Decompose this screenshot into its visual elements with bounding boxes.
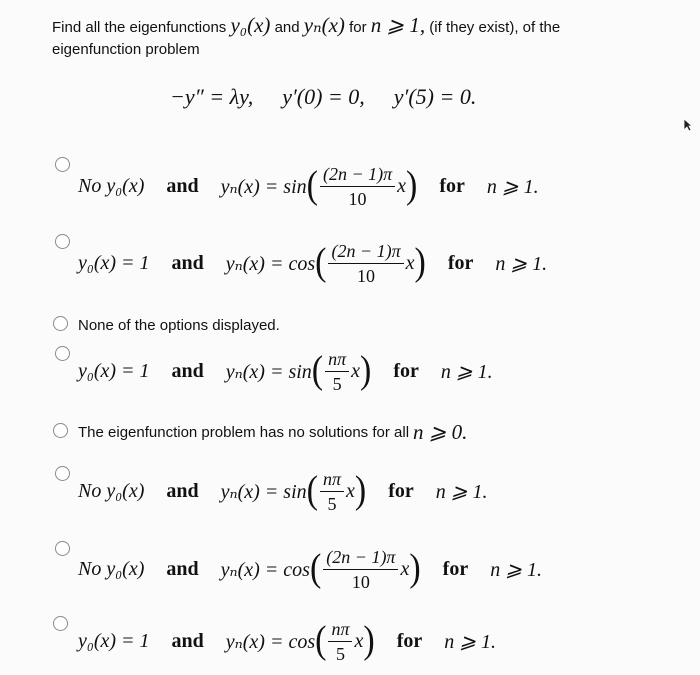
option-text: None of the options displayed. <box>78 316 280 334</box>
right-paren: ) <box>414 241 426 284</box>
fraction-denominator: 5 <box>335 643 345 664</box>
question-yn: yₙ(x) <box>303 13 345 37</box>
answer-option-3[interactable] <box>0 305 700 345</box>
option-x: x <box>405 251 415 274</box>
option-and: and <box>171 629 204 652</box>
option-yn: yₙ(x) = sin <box>220 480 307 503</box>
option-x: x <box>351 359 361 382</box>
right-paren: ) <box>409 547 421 590</box>
question-line2: eigenfunction problem <box>52 41 200 58</box>
radio-button[interactable] <box>55 346 70 361</box>
option-cond: n ⩾ 1. <box>435 480 488 503</box>
right-paren: ) <box>354 469 367 512</box>
radio-button[interactable] <box>53 423 68 438</box>
left-paren: ( <box>315 619 327 662</box>
eigen-equation <box>170 84 476 110</box>
option-for: for <box>388 479 414 502</box>
question-y0: y₀(x) <box>230 13 271 37</box>
fraction-denominator: 5 <box>332 373 342 394</box>
question-for: for <box>349 19 367 36</box>
option-yn: yₙ(x) = sin <box>225 360 312 383</box>
option-cond: n ⩾ 1. <box>440 360 493 383</box>
radio-button[interactable] <box>55 234 70 249</box>
equation-bc1: y′(0) = 0, <box>282 84 365 109</box>
fraction-numerator: (2n − 1)π <box>328 241 403 264</box>
answer-option-2[interactable] <box>0 232 700 294</box>
radio-button[interactable] <box>53 316 68 331</box>
answer-option-6[interactable] <box>0 460 700 522</box>
option-fraction <box>328 619 352 664</box>
option-y0: y₀(x) = 1 <box>78 629 150 652</box>
question-prefix: Find all the eigenfunctions <box>52 19 227 36</box>
option-x: x <box>346 479 355 502</box>
option-and: and <box>166 557 199 580</box>
fraction-denominator: 5 <box>327 493 337 514</box>
answer-option-5[interactable] <box>0 412 700 452</box>
option-cond: n ⩾ 1. <box>486 175 539 198</box>
question-text <box>52 14 652 61</box>
option-yn: yₙ(x) = cos <box>225 252 316 275</box>
radio-button[interactable] <box>55 541 70 556</box>
option-text: The eigenfunction problem has no solutions for all <box>78 423 410 441</box>
fraction-numerator: (2n − 1)π <box>323 547 398 570</box>
option-y0: y₀(x) = 1 <box>78 251 150 274</box>
option-fraction <box>320 164 395 209</box>
answer-option-7[interactable] <box>0 538 700 600</box>
equation-lhs: −y″ = λy, <box>170 84 254 109</box>
fraction-denominator: 10 <box>357 265 376 286</box>
option-y0: y₀(x) = 1 <box>78 359 150 382</box>
option-fraction <box>323 547 398 592</box>
radio-button[interactable] <box>53 616 68 631</box>
question-suffix: (if they exist), of the <box>429 19 561 36</box>
option-and: and <box>166 174 199 197</box>
fraction-numerator: nπ <box>320 469 344 492</box>
left-paren: ( <box>311 349 324 392</box>
option-y0: No y₀(x) <box>78 557 145 580</box>
option-yn: yₙ(x) = cos <box>225 630 316 653</box>
left-paren: ( <box>306 469 318 512</box>
option-cond: n ⩾ 1. <box>444 630 497 653</box>
option-fraction <box>328 241 403 286</box>
option-x: x <box>354 629 364 652</box>
fraction-numerator: (2n − 1)π <box>320 164 395 187</box>
question-and: and <box>274 19 300 36</box>
answer-option-8[interactable] <box>0 610 700 672</box>
option-x: x <box>400 557 410 580</box>
option-y0: No y₀(x) <box>78 479 145 502</box>
option-x: x <box>397 174 407 197</box>
fraction-numerator: nπ <box>328 619 352 642</box>
option-and: and <box>166 479 199 502</box>
option-y0: No y₀(x) <box>78 174 145 197</box>
answer-option-1[interactable] <box>0 155 700 217</box>
right-paren: ) <box>360 349 372 392</box>
option-for: for <box>447 251 474 274</box>
fraction-numerator: nπ <box>325 349 349 372</box>
right-paren: ) <box>406 164 418 207</box>
option-and: and <box>171 359 204 382</box>
option-cond: n ⩾ 1. <box>495 252 548 275</box>
fraction-denominator: 10 <box>348 188 367 209</box>
option-for: for <box>396 629 423 652</box>
option-yn: yₙ(x) = cos <box>220 558 310 581</box>
option-cond: n ⩾ 1. <box>490 558 542 581</box>
mouse-cursor-icon <box>683 118 693 132</box>
left-paren: ( <box>309 547 322 590</box>
answer-option-4[interactable] <box>0 340 700 402</box>
option-and: and <box>171 251 204 274</box>
right-paren: ) <box>363 619 375 662</box>
option-for: for <box>442 557 469 580</box>
option-for: for <box>393 359 419 382</box>
option-math: n ⩾ 0. <box>413 419 468 444</box>
option-fraction <box>325 349 349 394</box>
option-for: for <box>439 174 465 197</box>
option-fraction <box>320 469 344 514</box>
equation-bc2: y′(5) = 0. <box>393 84 477 109</box>
radio-button[interactable] <box>55 157 70 172</box>
radio-button[interactable] <box>55 466 70 481</box>
question-cond: n ⩾ 1, <box>370 13 426 37</box>
option-yn: yₙ(x) = sin <box>220 175 307 198</box>
fraction-denominator: 10 <box>351 571 370 592</box>
left-paren: ( <box>306 164 318 207</box>
left-paren: ( <box>315 241 327 284</box>
